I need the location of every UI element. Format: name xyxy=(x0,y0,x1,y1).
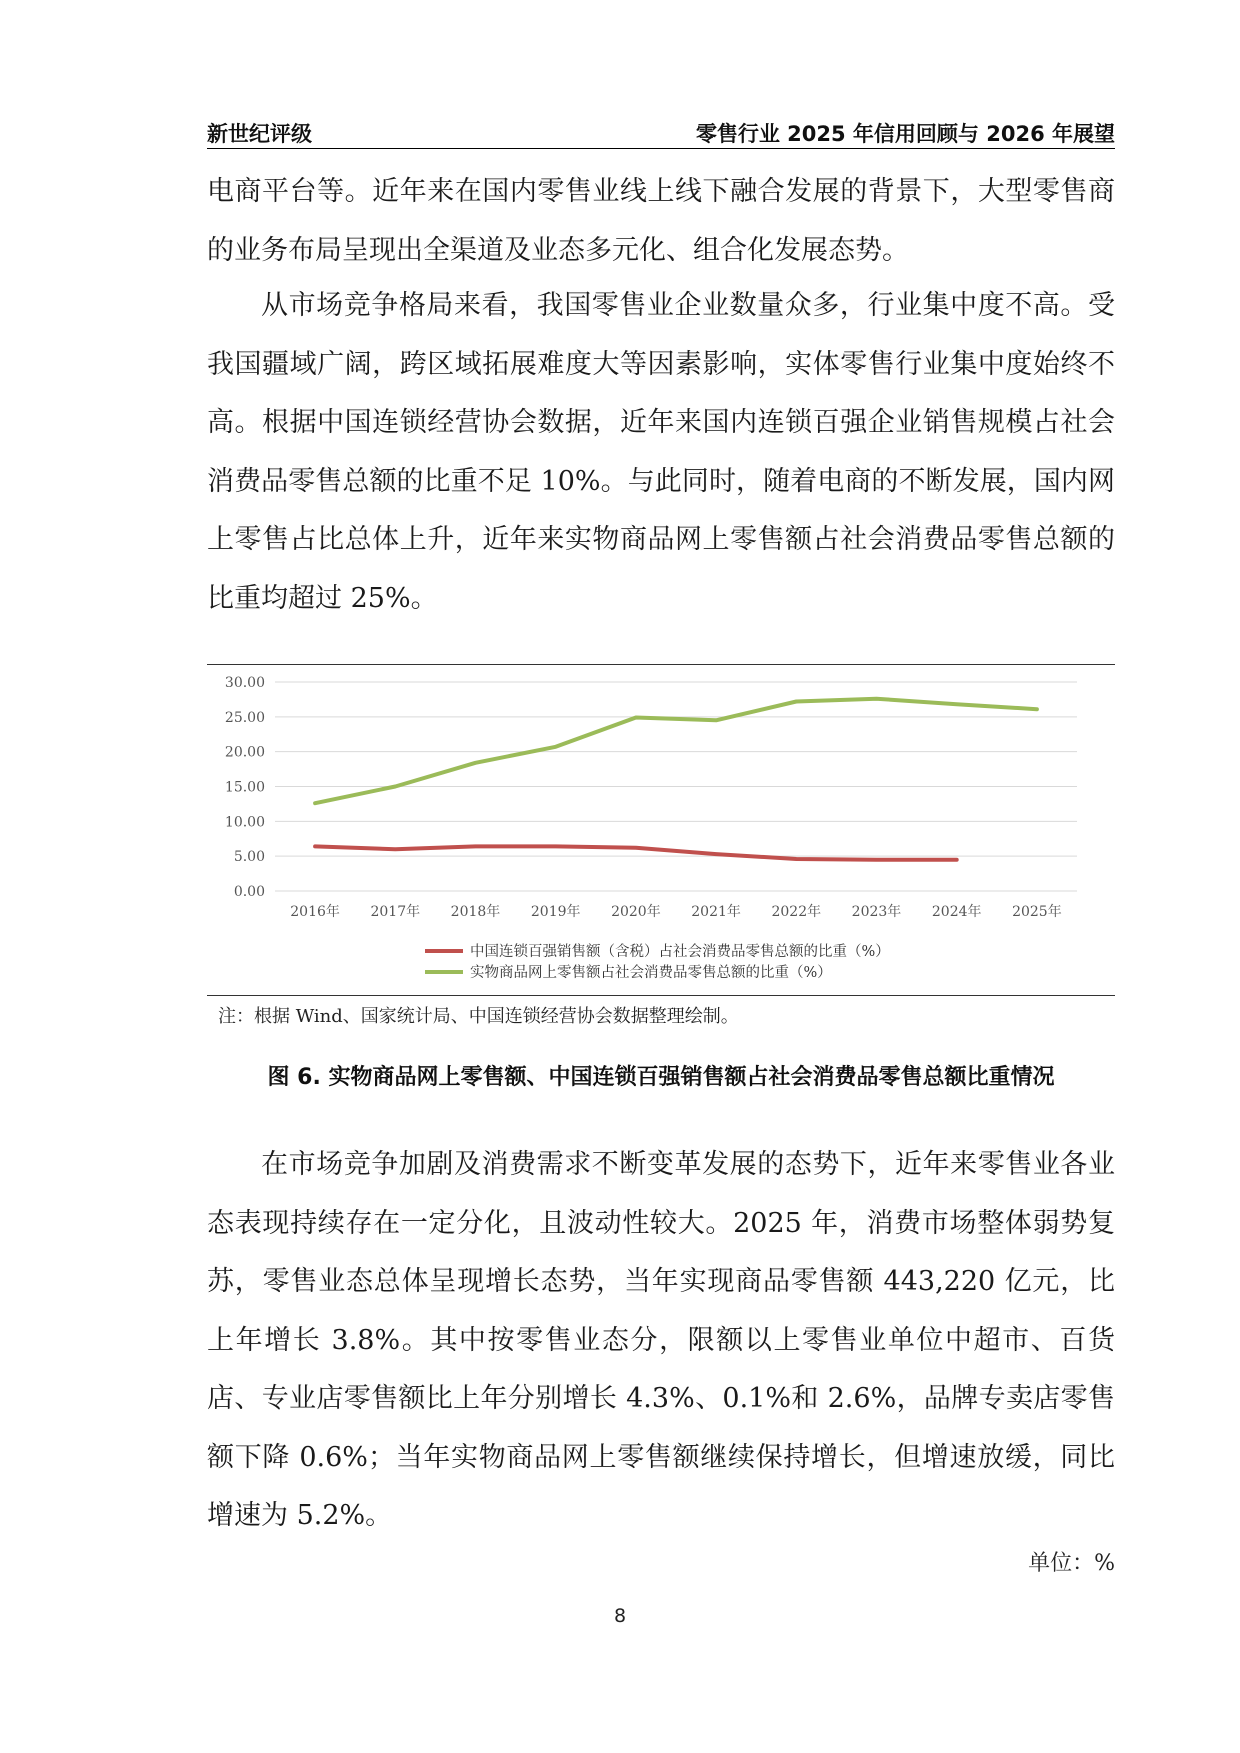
y-tick-label: 30.00 xyxy=(224,675,265,691)
header-org: 新世纪评级 xyxy=(207,122,312,146)
y-tick-label: 5.00 xyxy=(233,849,265,866)
y-tick-label: 25.00 xyxy=(224,709,265,726)
x-tick-label: 2021年 xyxy=(691,904,741,920)
series-line-1 xyxy=(315,846,957,859)
x-tick-label: 2016年 xyxy=(290,904,340,920)
page-number: 8 xyxy=(613,1605,627,1627)
x-tick-label: 2023年 xyxy=(851,904,902,920)
x-tick-label: 2022年 xyxy=(771,904,822,920)
paragraph-3: 在市场竞争加剧及消费需求不断变革发展的态势下，近年来零售业各业态表现持续存在一定分化，且波动性较大。2025 年，消费市场整体弱势复苏，零售业态总体呈现增长态势，当年实现商品零售额 443,220 亿元，比上年增长 3.8%。其中按零售业态分，限额以上零售业单位中超市、百货店、专业店零售额比上年分别增长 4.3%、0.1%和 2.6%，品牌专卖店零售额下降 0.6%；当年实物商品网上零售额继续保持增长，但增速放缓，同比增速为 5.2%。 xyxy=(207,1149,1115,1531)
x-tick-label: 2024年 xyxy=(931,904,982,920)
legend-label-1: 中国连锁百强销售额（含税）占社会消费品零售总额的比重（%） xyxy=(470,944,890,960)
paragraph-1: 电商平台等。近年来在国内零售业线上线下融合发展的背景下，大型零售商的业务布局呈现出全渠道及业态多元化、组合化发展态势。 xyxy=(207,176,1115,266)
unit-label: 单位：% xyxy=(1028,1551,1115,1576)
x-tick-label: 2020年 xyxy=(611,904,661,920)
y-tick-label: 15.00 xyxy=(224,779,265,796)
figure-caption: 图 6. 实物商品网上零售额、中国连锁百强销售额占社会消费品零售总额比重情况 xyxy=(267,1065,1055,1090)
chart-container xyxy=(207,664,1115,996)
series-line-2 xyxy=(315,699,1037,804)
x-tick-label: 2019年 xyxy=(530,904,581,920)
page-header xyxy=(207,116,1115,149)
y-tick-label: 20.00 xyxy=(224,744,265,761)
chart-note: 注：根据 Wind、国家统计局、中国连锁经营协会数据整理绘制。 xyxy=(218,1006,739,1027)
header-report-title: 零售行业 2025 年信用回顾与 2026 年展望 xyxy=(695,122,1115,146)
paragraph-2: 从市场竞争格局来看，我国零售业企业数量众多，行业集中度不高。受我国疆域广阔，跨区域拓展难度大等因素影响，实体零售行业集中度始终不高。根据中国连锁经营协会数据，近年来国内连锁百强企业销售规模占社会消费品零售总额的比重不足 10%。与此同时，随着电商的不断发展，国内网上零售占比总体上升，近年来实物商品网上零售额占社会消费品零售总额的比重均超过 25%。 xyxy=(207,290,1115,614)
y-tick-label: 10.00 xyxy=(224,814,265,831)
legend-label-2: 实物商品网上零售额占社会消费品零售总额的比重（%） xyxy=(470,965,832,981)
y-tick-label: 0.00 xyxy=(233,884,265,900)
x-tick-label: 2018年 xyxy=(450,904,501,920)
line-chart xyxy=(207,665,1115,995)
x-tick-label: 2025年 xyxy=(1012,904,1062,920)
x-tick-label: 2017年 xyxy=(370,904,421,920)
